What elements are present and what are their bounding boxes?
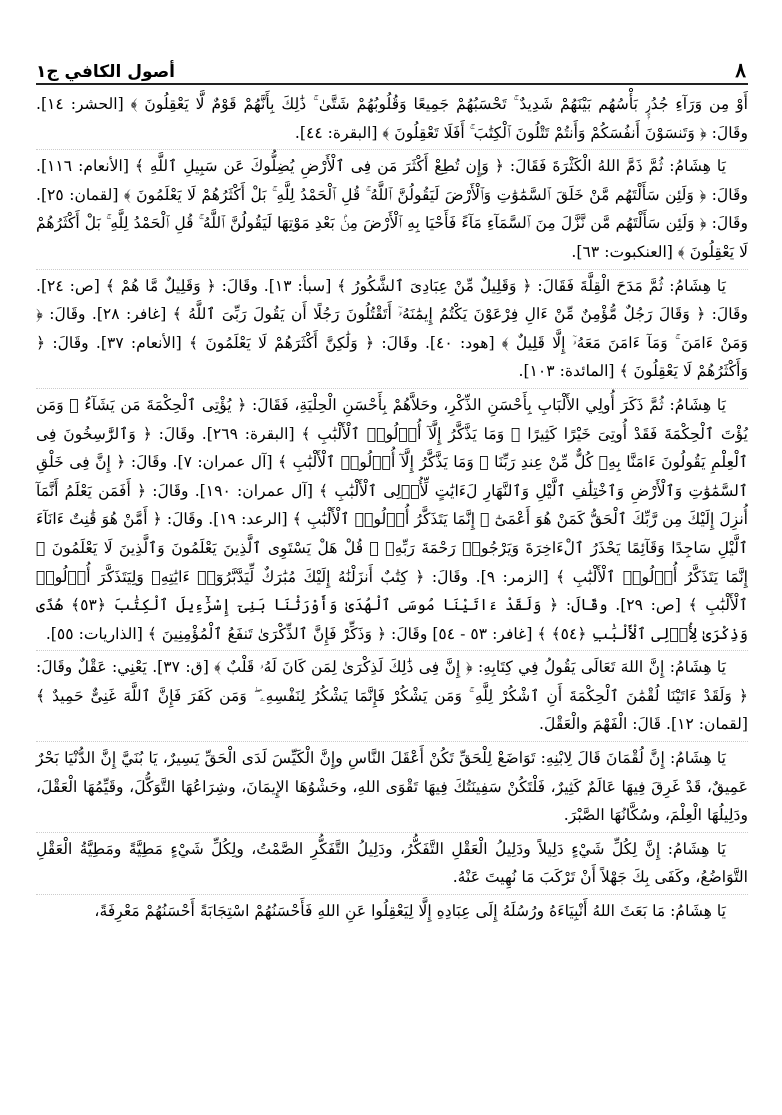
paragraph-luqman-advice: يَا هِشَامُ: إِنَّ لُقْمَانَ قَالَ لِابْنِهِ: تَوَاضَعْ لِلْحَقِّ تَكُنْ أَعْقَلَ النَّاسِ وإِنَّ الْكَيِّسَ لَدَى الْحَقِّ يَسِيرٌ، يَا بُنَيَّ إِنَّ الدُّنْيَا بَحْرٌ عَمِيقٌ، قَدْ غَرِقَ فِيهَا عَالَمٌ كَثِيرٌ، فَلْتَكُنْ سَفِينَتُكَ فِيهَا تَقْوَى اللهِ، وحَشْوُهَا الإِيمَانَ، وشِرَاعُهَا التَّوَكُّلَ، وقَيِّمُهَا الْعَقْلَ، ودَلِيلُهَا الْعِلْمَ، وسُكَّانُهَا الصَّبْرَ. [36, 741, 748, 830]
paragraph-uli-al-albab: يَا هِشَامُ: ثُمَّ ذَكَرَ أُولِي الأَلْبَابِ بِأَحْسَنِ الذِّكْرِ، وحَلاَّهُمْ بِأَحْسَنِ الْحِلْيَةِ، فَقَالَ: ﴿ يُؤْتِى ٱلْحِكْمَةَ مَن يَشَآءُ ۚ وَمَن يُؤْتَ ٱلْحِكْمَةَ فَقَدْ أُوتِىَ خَيْرًا كَثِيرًا ۗ وَمَا يَذَّكَّرُ إِلَّآ أُو۟لُوا۟ ٱلْأَلْبَٰبِ ﴾ [البقرة: ٢٦٩]. وقَالَ: ﴿ وَٱلرَّٰسِخُونَ فِى ٱلْعِلْمِ يَقُولُونَ ءَامَنَّا بِهِۦ كُلٌّ مِّنْ عِندِ رَبِّنَا ۗ وَمَا يَذَّكَّرُ إِلَّآ أُو۟لُوا۟ ٱلْأَلْبَٰبِ ﴾ [آل عمران: ٧]. وقَالَ: ﴿ إِنَّ فِى خَلْقِ ٱلسَّمَٰوَٰتِ وَٱلْأَرْضِ وَٱخْتِلَٰفِ ٱلَّيْلِ وَٱلنَّهَارِ لَءَايَٰتٍ لِّأُو۟لِى ٱلْأَلْبَٰبِ ﴾ [آل عمران: ١٩٠]. وقَالَ: ﴿ أَفَمَن يَعْلَمُ أَنَّمَآ أُنزِلَ إِلَيْكَ مِن رَّبِّكَ ٱلْحَقُّ كَمَنْ هُوَ أَعْمَىٰٓ ۚ إِنَّمَا يَتَذَكَّرُ أُو۟لُوا۟ ٱلْأَلْبَٰبِ ﴾ [الرعد: ١٩]. وقَالَ: ﴿ أَمَّنْ هُوَ قَٰنِتٌ ءَانَآءَ ٱلَّيْلِ سَاجِدًا وَقَآئِمًا يَحْذَرُ ٱلْءَاخِرَةَ وَيَرْجُوا۟ رَحْمَةَ رَبِّهِۦ ۗ قُلْ هَلْ يَسْتَوِى ٱلَّذِينَ يَعْلَمُونَ وَٱلَّذِينَ لَا يَعْلَمُونَ ۗ إِنَّمَا يَتَذَكَّرُ أُو۟لُوا۟ ٱلْأَلْبَٰبِ ﴾ [الزمر: ٩]. وقَالَ: ﴿ كِتَٰبٌ أَنزَلْنَٰهُ إِلَيْكَ مُبَٰرَكٌ لِّيَدَّبَّرُوٓا۟ ءَايَٰتِهِۦ وَلِيَتَذَكَّرَ أُو۟لُوا۟ ٱلْأَلْبَٰبِ ﴾ [ص: ٢٩]. وقَالَ: ﴿ وَلَقَدْ ءَاتَيْنَا مُوسَى ٱلْهُدَىٰ وَأَوْرَثْنَا بَنِىٓ إِسْرَٰٓءِيلَ ٱلْكِتَٰبَ ﴿٥٣﴾ هُدًى وَذِكْرَىٰ لِأُو۟لِى ٱلْأَلْبَٰبِ ﴿٥٤﴾ ﴾ [غافر: ٥٣ - ٥٤] وقَالَ: ﴿ وَذَكِّرْ فَإِنَّ ٱلذِّكْرَىٰ تَنفَعُ ٱلْمُؤْمِنِينَ ﴾ [الذاريات: ٥٥]. [36, 388, 748, 648]
paragraph-dhamm-al-kathra: يَا هِشَامُ: ثُمَّ ذَمَّ اللهُ الْكَثْرَةَ فَقَالَ: ﴿ وَإِن تُطِعْ أَكْثَرَ مَن فِى ٱلْأَرْضِ يُضِلُّوكَ عَن سَبِيلِ ٱللَّهِ ﴾ [الأنعام: ١١٦]. وقَالَ: ﴿ وَلَئِن سَأَلْتَهُم مَّنْ خَلَقَ ٱلسَّمَٰوَٰتِ وَٱلْأَرْضَ لَيَقُولُنَّ ٱللَّهُ ۚ قُلِ ٱلْحَمْدُ لِلَّهِ ۚ بَلْ أَكْثَرُهُمْ لَا يَعْلَمُونَ ﴾ [لقمان: ٢٥]. وقَالَ: ﴿ وَلَئِن سَأَلْتَهُم مَّن نَّزَّلَ مِنَ ٱلسَّمَآءِ مَآءً فَأَحْيَا بِهِ ٱلْأَرْضَ مِنۢ بَعْدِ مَوْتِهَا لَيَقُولُنَّ ٱللَّهُ ۚ قُلِ ٱلْحَمْدُ لِلَّهِ ۚ بَلْ أَكْثَرُهُمْ لَا يَعْقِلُونَ ﴾ [العنكبوت: ٦٣]. [36, 149, 748, 266]
paragraph-continuation: أَوْ مِن وَرَآءِ جُدُرٍۭ بَأْسُهُم بَيْنَهُمْ شَدِيدٌ ۚ تَحْسَبُهُمْ جَمِيعًا وَقُلُوبُهُمْ شَتَّىٰ ۚ ذَٰلِكَ بِأَنَّهُمْ قَوْمٌ لَّا يَعْقِلُونَ ﴾ [الحشر: ١٤]. وقَالَ: ﴿ وَتَنسَوْنَ أَنفُسَكُمْ وَأَنتُمْ تَتْلُونَ ٱلْكِتَٰبَ ۚ أَفَلَا تَعْقِلُونَ ﴾ [البقرة: ٤٤]. [36, 95, 748, 142]
paragraph-dalil-al-aql: يَا هِشَامُ: إِنَّ لِكُلِّ شَيْءٍ دَلِيلاً ودَلِيلُ الْعَقْلِ التَّفَكُّرُ، ودَلِيلُ التَّفَكُّرِ الصَّمْتُ، ولِكُلِّ شَيْءٍ مَطِيَّةً ومَطِيَّةُ الْعَقْلِ التَّوَاضُعُ، وكَفَى بِكَ جَهْلاً أَنْ تَرْكَبَ مَا نُهِيتَ عَنْهُ. [36, 832, 748, 892]
page-number: ٨ [735, 58, 746, 82]
page-header [36, 52, 748, 82]
page-body [36, 90, 748, 926]
paragraph-madh-al-qilla: يَا هِشَامُ: ثُمَّ مَدَحَ الْقِلَّةَ فَقَالَ: ﴿ وَقَلِيلٌ مِّنْ عِبَادِىَ ٱلشَّكُورُ ﴾ [سبأ: ١٣]. وقَالَ: ﴿ وَقَلِيلٌ مَّا هُمْ ﴾ [ص: ٢٤]. وقَالَ: ﴿ وَقَالَ رَجُلٌ مُّؤْمِنٌ مِّنْ ءَالِ فِرْعَوْنَ يَكْتُمُ إِيمَٰنَهُۥٓ أَتَقْتُلُونَ رَجُلًا أَن يَقُولَ رَبِّىَ ٱللَّهُ ﴾ [غافر: ٢٨]. وقَالَ: ﴿ وَمَنْ ءَامَنَ ۚ وَمَآ ءَامَنَ مَعَهُۥٓ إِلَّا قَلِيلٌ ﴾ [هود: ٤٠]. وقَالَ: ﴿ وَلَٰكِنَّ أَكْثَرَهُمْ لَا يَعْلَمُونَ ﴾ [الأنعام: ٣٧]. وقَالَ: ﴿ وَأَكْثَرُهُمْ لَا يَعْقِلُونَ ﴾ [المائدة: ١٠٣]. [36, 269, 748, 386]
paragraph-qalb-aql: يَا هِشَامُ: إِنَّ اللهَ تَعَالَى يَقُولُ فِي كِتَابِهِ: ﴿ إِنَّ فِى ذَٰلِكَ لَذِكْرَىٰ لِمَن كَانَ لَهُۥ قَلْبٌ ﴾ [ق: ٣٧]. يَعْنِي: عَقْلٌ وقَالَ: ﴿ وَلَقَدْ ءَاتَيْنَا لُقْمَٰنَ ٱلْحِكْمَةَ أَنِ ٱشْكُرْ لِلَّهِ ۚ وَمَن يَشْكُرْ فَإِنَّمَا يَشْكُرُ لِنَفْسِهِۦ ۖ وَمَن كَفَرَ فَإِنَّ ٱللَّهَ غَنِىٌّ حَمِيدٌ ﴾ [لقمان: ١٢]. قَالَ: الْفَهْمَ والْعَقْلَ. [36, 650, 748, 739]
running-title: أصول الكافي ج١ [36, 62, 175, 82]
paragraph-prophets: يَا هِشَامُ: مَا بَعَثَ اللهُ أَنْبِيَاءَهُ ورُسُلَهُ إِلَى عِبَادِهِ إِلَّا لِيَعْقِلُوا عَنِ اللهِ فَأَحْسَنُهُمْ اسْتِجَابَةً أَحْسَنُهُمْ مَعْرِفَةً، [36, 894, 748, 926]
header-rule [36, 83, 748, 85]
